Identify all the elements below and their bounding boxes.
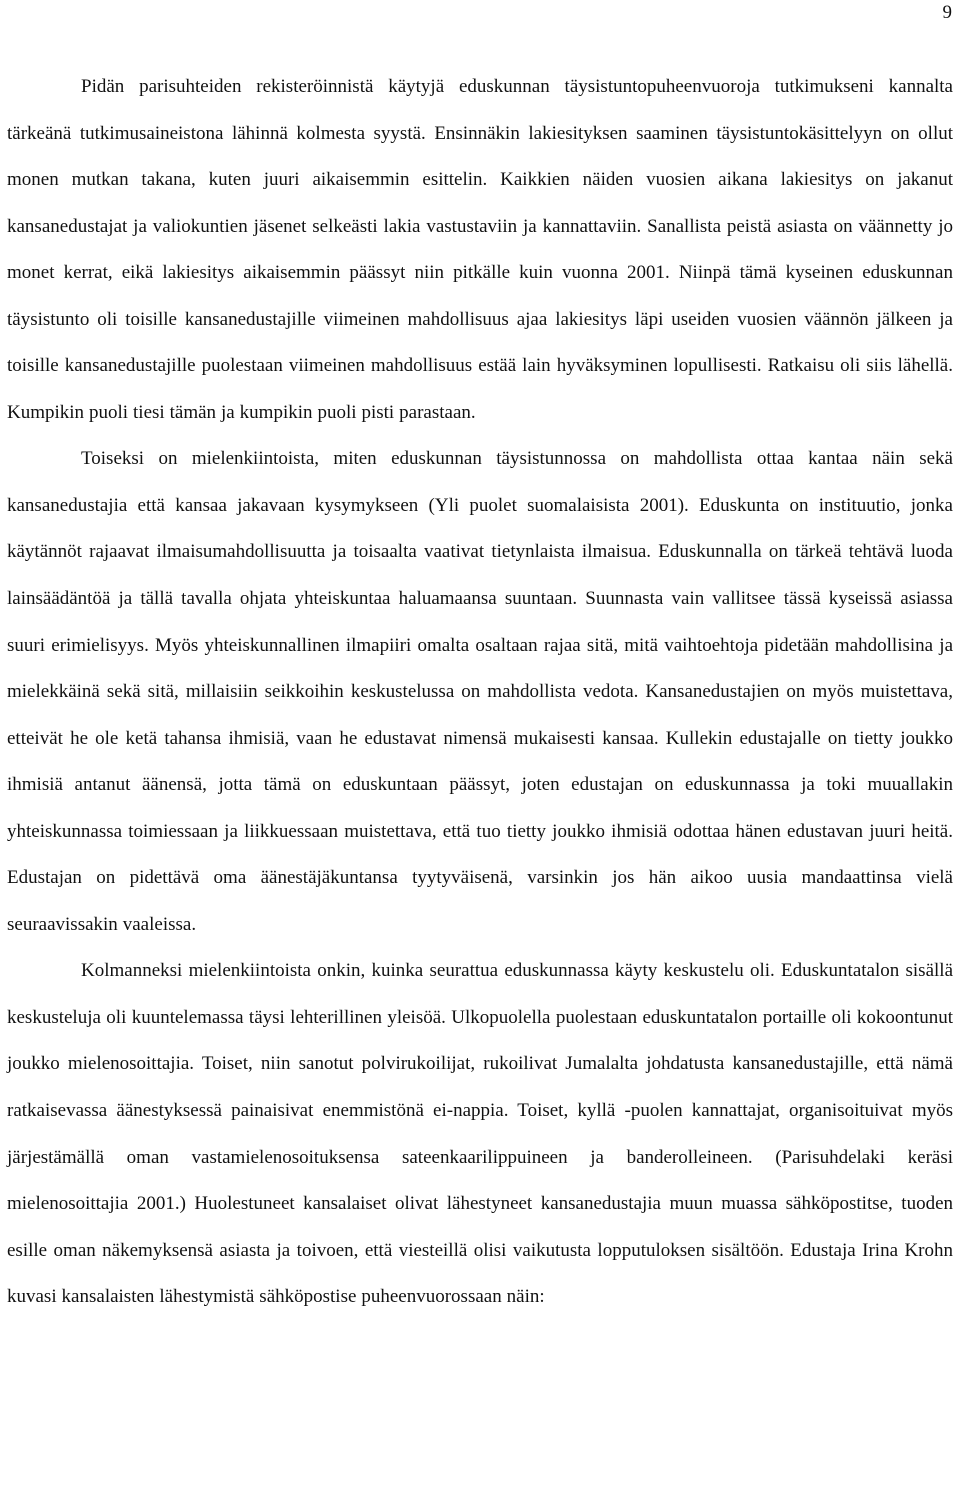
document-body [7,64,953,1321]
paragraph-3: Kolmanneksi mielenkiintoista onkin, kuinka seurattua eduskunnassa käyty keskustelu oli. Eduskuntatalon sisällä keskusteluja oli kuuntelemassa täysi lehterillinen yleisöä. Ulkopuolella puolestaan eduskuntatalon portaille oli kokoontunut joukko mielenosoittajia. Toiset, niin sanotut polvirukoilijat, rukoilivat Jumalalta johdatusta kansanedustajille, että nämä ratkaisevassa äänestyksessä painaisivat enemmistönä ei-nappia. Toiset, kyllä -puolen kannattajat, organisoituivat myös järjestämällä oman vastamielenosoituksensa sateenkaarilippuineen ja banderolleineen. (Parisuhdelaki keräsi mielenosoittajia 2001.) Huolestuneet kansalaiset olivat lähestyneet kansanedustajia muun muassa sähköpostitse, tuoden esille oman näkemyksensä asiasta ja toivoen, että viesteillä olisi vaikutusta lopputuloksen sisältöön. Edustaja Irina Krohn kuvasi kansalaisten lähestymistä sähköpostise puheenvuorossaan näin: [7,960,953,1308]
page-number: 9 [942,2,952,23]
paragraph-1: Pidän parisuhteiden rekisteröinnistä käytyjä eduskunnan täysistuntopuheenvuoroja tutkimukseni kannalta tärkeänä tutkimusaineistona lähinnä kolmesta syystä. Ensinnäkin lakiesityksen saaminen täysistuntokäsittelyyn on ollut monen mutkan takana, kuten juuri aikaisemmin esittelin. Kaikkien näiden vuosien aikana lakiesitys on jakanut kansanedustajat ja valiokuntien jäsenet selkeästi lakia vastustaviin ja kannattaviin. Sanallista peistä asiasta on väännetty jo monet kerrat, eikä lakiesitys aikaisemmin päässyt niin pitkälle kuin vuonna 2001. Niinpä tämä kyseinen eduskunnan täysistunto oli toisille kansanedustajille viimeinen mahdollisuus ajaa lakiesitys läpi useiden vuosien väännön jälkeen ja toisille kansanedustajille puolestaan viimeinen mahdollisuus estää lain hyväksyminen lopullisesti. Ratkaisu oli siis lähellä. Kumpikin puoli tiesi tämän ja kumpikin puoli pisti parastaan. [7,76,953,423]
paragraph-2: Toiseksi on mielenkiintoista, miten eduskunnan täysistunnossa on mahdollista ottaa kantaa näin sekä kansanedustajia että kansaa jakavaan kysymykseen (Yli puolet suomalaisista 2001). Eduskunta on instituutio, jonka käytännöt rajaavat ilmaisumahdollisuutta ja toisaalta vaativat tietynlaista ilmaisua. Eduskunnalla on tärkeä tehtävä luoda lainsäädäntöä ja tällä tavalla ohjata yhteiskuntaa haluamaansa suuntaan. Suunnasta vain vallitsee tässä kyseissä asiassa suuri erimielisyys. Myös yhteiskunnallinen ilmapiiri omalta osaltaan rajaa sitä, mitä vaihtoehtoja pidetään mahdollisina ja mielekkäinä sekä sitä, millaisiin seikkoihin keskustelussa on mahdollista vedota. Kansanedustajien on myös muistettava, etteivät he ole ketä tahansa ihmisiä, vaan he edustavat nimensä mukaisesti kansaa. Kullekin edustajalle on tietty joukko ihmisiä antanut äänensä, jotta tämä on eduskuntaan päässyt, joten edustajan on eduskunnassa ja toki muuallakin yhteiskunnassa toimiessaan ja liikkuessaan muistettava, että tuo tietty joukko ihmisiä odottaa hänen edustavan juuri heitä. Edustajan on pidettävä oma äänestäjäkuntansa tyytyväisenä, varsinkin jos hän aikoo uusia mandaattinsa vielä seuraavissakin vaaleissa. [7,448,953,935]
